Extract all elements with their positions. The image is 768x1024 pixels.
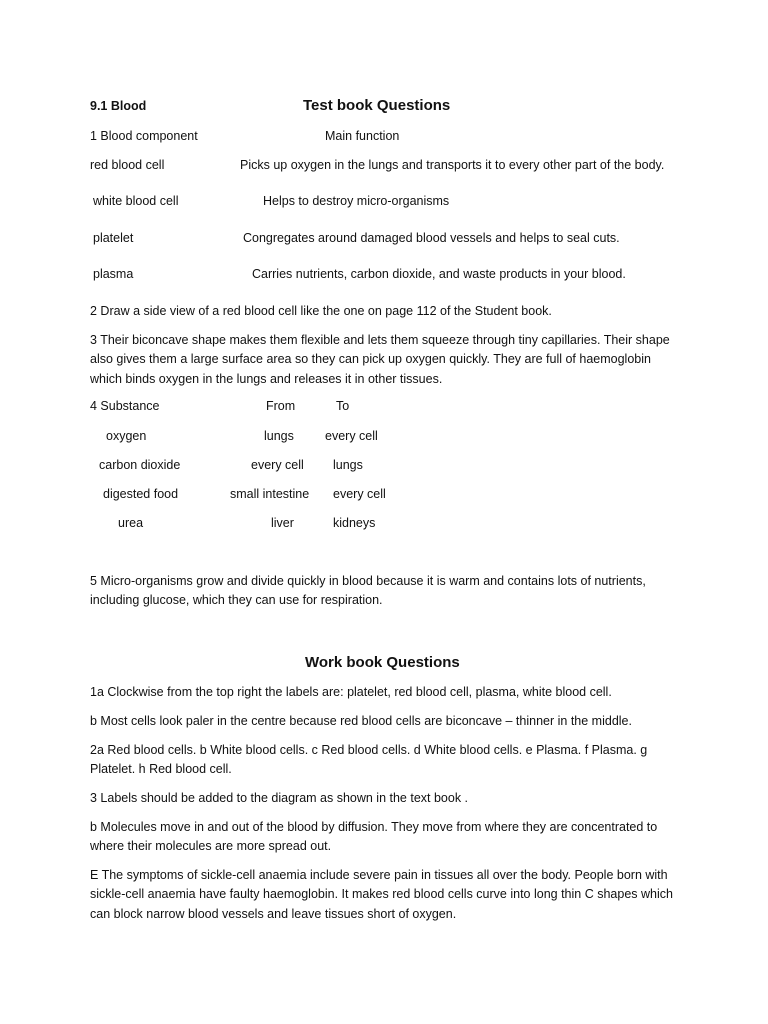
q4-row-to: every cell <box>325 429 378 443</box>
workbook-title: Work book Questions <box>305 654 460 671</box>
q1-row-function: Congregates around damaged blood vessels and helps to seal cuts. <box>243 231 620 245</box>
workbook-paragraph: 1a Clockwise from the top right the labels are: platelet, red blood cell, plasma, white blood cell. <box>90 685 612 699</box>
q4-row-to: every cell <box>333 487 386 501</box>
q4-row-substance: carbon dioxide <box>99 458 181 472</box>
workbook-paragraph: E The symptoms of sickle-cell anaemia include severe pain in tissues all over the body. People born with sickle-cell anaemia have faulty haemoglobin. It makes red blood cells curve into long thin C shapes which can block narrow blood vessels and leave tissues short of oxygen. <box>90 868 673 921</box>
section-label: 9.1 Blood <box>90 99 147 113</box>
workbook-paragraph: b Most cells look paler in the centre because red blood cells are biconcave – thinner in the middle. <box>90 714 632 728</box>
workbook-paragraph: 3 Labels should be added to the diagram as shown in the text book . <box>90 791 469 805</box>
q4-row-substance: oxygen <box>106 429 147 443</box>
q1-row-function: Carries nutrients, carbon dioxide, and waste products in your blood. <box>252 267 626 281</box>
q4-row-from: lungs <box>264 429 294 443</box>
q1-row-function: Picks up oxygen in the lungs and transports it to every other part of the body. <box>240 158 665 172</box>
q4-row-to: kidneys <box>333 516 376 530</box>
q1-col-function: Main function <box>325 129 400 143</box>
q1-row-component: red blood cell <box>90 158 165 172</box>
q1-row-component: platelet <box>93 231 134 245</box>
q1-col-component: 1 Blood component <box>90 129 198 143</box>
q4-col-substance: 4 Substance <box>90 399 160 413</box>
q4-row-from: every cell <box>251 458 304 472</box>
q4-row-substance: urea <box>118 516 144 530</box>
q4-row-from: small intestine <box>230 487 310 501</box>
workbook-paragraph: 2a Red blood cells. b White blood cells. c Red blood cells. d White blood cells. e Plasma. f Plasma. g Platelet. h Red blood cell. <box>90 743 648 777</box>
q4-col-to: To <box>336 399 350 413</box>
q4-row-substance: digested food <box>103 487 179 501</box>
q1-row-component: plasma <box>93 267 134 281</box>
q5-text: 5 Micro-organisms grow and divide quickly in blood because it is warm and contains lots of nutrients, including glucose, which they can use for respiration. <box>90 574 646 608</box>
q2-text: 2 Draw a side view of a red blood cell like the one on page 112 of the Student book. <box>90 304 552 318</box>
workbook-paragraph: b Molecules move in and out of the blood by diffusion. They move from where they are concentrated to where their molecules are more spread out. <box>90 820 658 854</box>
q4-row-from: liver <box>271 516 294 530</box>
q3-text: 3 Their biconcave shape makes them flexible and lets them squeeze through tiny capillaries. Their shape also gives them a large surface area so they can pick up oxygen quickly. They are full of haemoglobin which binds oxygen in the lungs and releases it in other tissues. <box>90 333 670 386</box>
q1-row-function: Helps to destroy micro-organisms <box>263 194 450 208</box>
q4-row-to: lungs <box>333 458 363 472</box>
page-title: Test book Questions <box>303 97 451 114</box>
q4-col-from: From <box>266 399 296 413</box>
q1-row-component: white blood cell <box>93 194 179 208</box>
